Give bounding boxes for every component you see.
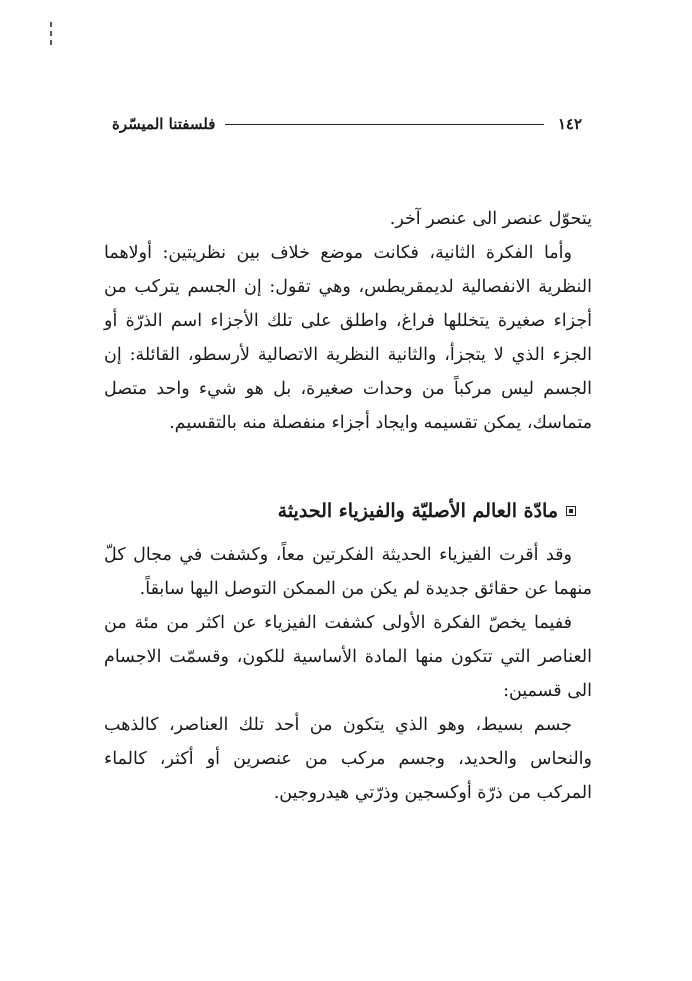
section-heading [104, 500, 576, 522]
running-title: فلسفتنا الميسّرة [112, 115, 216, 133]
paragraph: جسم بسيط، وهو الذي يتكون من أحد تلك العناصر، كالذهب والنحاس والحديد، وجسم مركب من عنصرين أو أكثر، كالماء المركب من ذرّة أوكسجين وذرّتي هيدروجين. [104, 715, 592, 803]
square-bullet-icon [566, 506, 576, 516]
text-block-2 [104, 538, 592, 810]
paragraph: وقد أقرت الفيزياء الحديثة الفكرتين معاً، وكشفت في مجال كلّ منهما عن حقائق جديدة لم يكن من الممكن التوصل اليها سابقاً. [104, 545, 592, 599]
page-number: ١٤٢ [557, 115, 582, 133]
paragraph: يتحوّل عنصر الى عنصر آخر. [389, 209, 592, 229]
header-rule [225, 124, 543, 125]
margin-mark [47, 22, 55, 45]
running-header [112, 112, 582, 136]
paragraph: ففيما يخصّ الفكرة الأولى كشفت الفيزياء عن اكثر من مئة من العناصر التي تتكون منها المادة الأساسية للكون، وقسمّت الاجسام الى قسمين: [104, 613, 592, 701]
paragraph: وأما الفكرة الثانية، فكانت موضع خلاف بين نظريتين: أولاهما النظرية الانفصالية لديمقريطس، وهي تقول: إن الجسم يتركب من أجزاء صغيرة يتخللها فراغ، واطلق على تلك الأجزاء اسم الذرّة أو الجزء الذي لا يتجزأ، والثانية النظرية الاتصالية لأرسطو، القائلة: إن الجسم ليس مركباً من وحدات صغيرة، بل هو شيء واحد متصل متماسك، يمكن تقسيمه وايجاد أجزاء منفصلة منه بالتقسيم. [104, 243, 592, 433]
text-block-1 [104, 202, 592, 440]
section-heading-text: مادّة العالم الأصليّة والفيزياء الحديثة [277, 500, 558, 522]
